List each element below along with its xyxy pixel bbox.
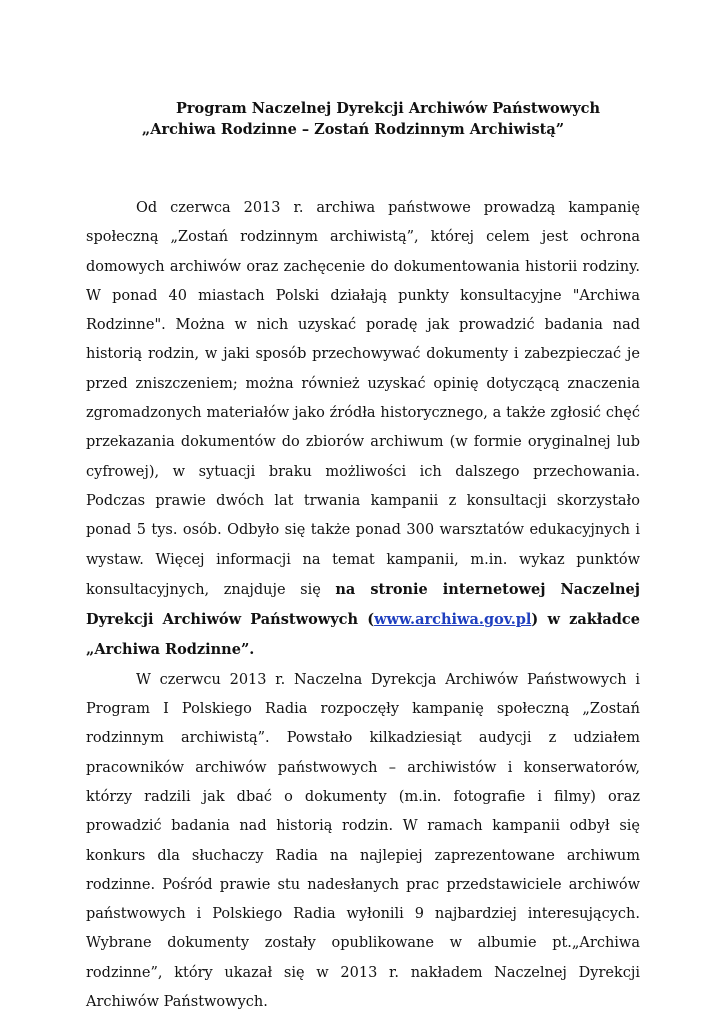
paragraph-2: W czerwcu 2013 r. Naczelna Dyrekcja Archiwów Państwowych i Program I Polskiego Radia rozpoczęły kampanię społeczną „Zostań rodzinnym archiwistą”. Powstało kilkadziesiąt audycji z udziałem pracowników archiwów państwowych – archiwistów i konserwatorów, którzy radzili jak dbać o dokumenty (m.in. fotografie i filmy) oraz prowadzić badania nad historią rodzin. W ramach kampanii odbył się konkurs dla słuchaczy Radia na najlepiej zaprezentowane archiwum rodzinne. Pośród prawie stu nadesłanych prac przedstawiciele archiwów państwowych i Polskiego Radia wyłonili 9 najbardziej interesujących. Wybrane dokumenty zostały opublikowane w albumie pt.„Archiwa rodzinne”, który ukazał się w 2013 r. nakładem Naczelnej Dyrekcji Archiwów Państwowych. (86, 671, 640, 1011)
paragraph-1 (86, 194, 640, 666)
document-page (86, 98, 640, 1017)
archiwa-website-link[interactable]: www.archiwa.gov.pl (374, 611, 532, 629)
document-title-line2: „Archiwa Rodzinne – Zostań Rodzinnym Archiwistą” (141, 121, 565, 138)
paragraph-1-text: Od czerwca 2013 r. archiwa państwowe prowadzą kampanię społeczną „Zostań rodzinnym archiwistą”, której celem jest ochrona domowych archiwów oraz zachęcenie do dokumentowania historii rodziny. W ponad 40 miastach Polski działają punkty konsultacyjne "Archiwa Rodzinne". Można w nich uzyskać poradę jak prowadzić badania nad historią rodzin, w jaki sposób przechowywać dokumenty i zabezpieczać je przed zniszczeniem; można również uzyskać opinię dotyczącą znaczenia zgromadzonych materiałów jako źródła historycznego, a także zgłosić chęć przekazania dokumentów do zbiorów archiwum (w formie oryginalnej lub cyfrowej), w sytuacji braku możliwości ich dalszego przechowania. Podczas prawie dwóch lat trwania kampanii z konsultacji skorzystało ponad 5 tys. osób. Odbyło się także ponad 300 warsztatów edukacyjnych i wystaw. Więcej informacji na temat kampanii, m.in. wykaz punktów konsultacyjnych, znajduje się (86, 200, 640, 598)
tab-reference: ) w zakładce „Archiwa Rodzinne”. (86, 611, 640, 659)
document-title-line1: Program Naczelnej Dyrekcji Archiwów Państwowych (175, 100, 601, 117)
website-reference: na stronie internetowej Naczelnej Dyrekcji Archiwów Państwowych ( (86, 580, 640, 629)
